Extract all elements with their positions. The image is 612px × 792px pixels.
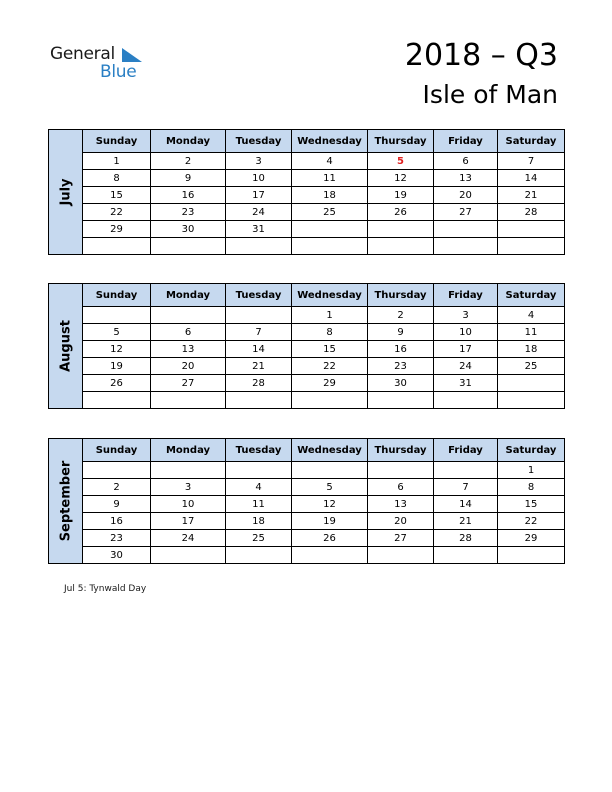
day-cell: 14 [434,496,498,513]
day-cell: 3 [434,307,498,324]
weekday-header: Tuesday [226,439,292,462]
day-cell: 2 [151,153,226,170]
empty-day-cell [498,392,565,409]
empty-day-cell [83,462,151,479]
weekday-header: Sunday [83,130,151,153]
day-cell: 8 [498,479,565,496]
day-cell: 25 [498,358,565,375]
week-row [49,392,565,409]
empty-day-cell [151,392,226,409]
day-cell: 28 [498,204,565,221]
day-cell: 8 [83,170,151,187]
weekday-header: Sunday [83,284,151,307]
week-row [49,307,565,324]
day-cell: 25 [226,530,292,547]
weekday-header: Tuesday [226,130,292,153]
weekday-header: Saturday [498,439,565,462]
day-cell: 12 [292,496,368,513]
empty-day-cell [498,238,565,255]
week-row [49,479,565,496]
day-cell: 31 [434,375,498,392]
empty-day-cell [151,307,226,324]
month-name: August [58,320,73,372]
day-cell: 12 [368,170,434,187]
day-cell: 19 [368,187,434,204]
day-cell: 6 [434,153,498,170]
week-row [49,221,565,238]
empty-day-cell [368,462,434,479]
weekday-header: Thursday [368,439,434,462]
generalblue-logo [50,44,150,84]
day-cell: 23 [151,204,226,221]
day-cell: 7 [226,324,292,341]
empty-day-cell [434,392,498,409]
day-cell: 1 [83,153,151,170]
logo-blue-text: Blue [100,62,137,82]
day-cell: 18 [498,341,565,358]
day-cell: 17 [434,341,498,358]
month-calendar-september [48,438,564,564]
day-cell: 10 [226,170,292,187]
day-cell: 9 [151,170,226,187]
week-row [49,358,565,375]
month-side-label [49,284,83,409]
day-cell: 22 [498,513,565,530]
day-cell: 26 [368,204,434,221]
empty-day-cell [368,238,434,255]
day-cell: 30 [151,221,226,238]
week-row [49,187,565,204]
empty-day-cell [83,307,151,324]
day-cell: 9 [83,496,151,513]
day-cell: 6 [368,479,434,496]
day-cell: 27 [368,530,434,547]
day-cell: 30 [83,547,151,564]
empty-day-cell [368,221,434,238]
day-cell: 15 [83,187,151,204]
empty-day-cell [498,547,565,564]
weekday-header: Friday [434,439,498,462]
weekday-header: Friday [434,284,498,307]
day-cell: 26 [292,530,368,547]
day-cell: 3 [151,479,226,496]
empty-day-cell [292,462,368,479]
weekday-header: Monday [151,284,226,307]
week-row [49,170,565,187]
day-cell: 2 [368,307,434,324]
day-cell: 11 [226,496,292,513]
week-row [49,153,565,170]
empty-day-cell [368,547,434,564]
empty-day-cell [83,392,151,409]
weekday-header-row [49,130,565,153]
empty-day-cell [292,547,368,564]
empty-day-cell [226,462,292,479]
day-cell: 26 [83,375,151,392]
day-cell: 23 [83,530,151,547]
day-cell: 17 [151,513,226,530]
empty-day-cell [226,307,292,324]
holiday-note: Jul 5: Tynwald Day [64,584,147,594]
month-name: September [58,460,73,542]
page-title: 2018 – Q3 [404,38,558,73]
day-cell: 27 [434,204,498,221]
day-cell: 10 [434,324,498,341]
week-row [49,462,565,479]
day-cell: 1 [292,307,368,324]
week-row [49,341,565,358]
day-cell: 17 [226,187,292,204]
day-cell: 15 [292,341,368,358]
day-cell: 29 [83,221,151,238]
day-cell: 16 [83,513,151,530]
day-cell: 13 [434,170,498,187]
empty-day-cell [226,547,292,564]
day-cell: 9 [368,324,434,341]
weekday-header: Sunday [83,439,151,462]
day-cell: 5 [368,153,434,170]
month-name: July [58,178,73,206]
weekday-header: Friday [434,130,498,153]
day-cell: 13 [368,496,434,513]
empty-day-cell [226,392,292,409]
month-side-label [49,130,83,255]
month-side-label [49,439,83,564]
weekday-header: Monday [151,439,226,462]
day-cell: 21 [434,513,498,530]
logo-general-text: General [50,44,115,64]
day-cell: 20 [368,513,434,530]
day-cell: 29 [292,375,368,392]
day-cell: 7 [498,153,565,170]
empty-day-cell [434,547,498,564]
weekday-header: Thursday [368,130,434,153]
week-row [49,530,565,547]
day-cell: 18 [226,513,292,530]
day-cell: 5 [83,324,151,341]
week-row [49,513,565,530]
week-row [49,204,565,221]
week-row [49,496,565,513]
day-cell: 6 [151,324,226,341]
weekday-header: Monday [151,130,226,153]
day-cell: 11 [292,170,368,187]
month-calendar-august [48,283,564,409]
empty-day-cell [498,221,565,238]
empty-day-cell [434,221,498,238]
day-cell: 21 [498,187,565,204]
weekday-header: Wednesday [292,284,368,307]
day-cell: 11 [498,324,565,341]
day-cell: 4 [292,153,368,170]
empty-day-cell [434,238,498,255]
empty-day-cell [292,392,368,409]
month-table [48,438,565,564]
week-row [49,238,565,255]
day-cell: 30 [368,375,434,392]
day-cell: 7 [434,479,498,496]
day-cell: 16 [151,187,226,204]
weekday-header-row [49,284,565,307]
day-cell: 20 [151,358,226,375]
day-cell: 4 [226,479,292,496]
empty-day-cell [498,375,565,392]
day-cell: 14 [498,170,565,187]
week-row [49,375,565,392]
weekday-header-row [49,439,565,462]
day-cell: 20 [434,187,498,204]
empty-day-cell [292,238,368,255]
day-cell: 21 [226,358,292,375]
day-cell: 2 [83,479,151,496]
month-calendar-july [48,129,564,255]
day-cell: 14 [226,341,292,358]
day-cell: 31 [226,221,292,238]
weekday-header: Saturday [498,284,565,307]
day-cell: 24 [226,204,292,221]
day-cell: 19 [292,513,368,530]
day-cell: 8 [292,324,368,341]
weekday-header: Thursday [368,284,434,307]
day-cell: 28 [434,530,498,547]
month-table [48,283,565,409]
day-cell: 1 [498,462,565,479]
country-subtitle: Isle of Man [422,80,558,109]
month-table [48,129,565,255]
day-cell: 3 [226,153,292,170]
day-cell: 22 [292,358,368,375]
day-cell: 5 [292,479,368,496]
day-cell: 29 [498,530,565,547]
day-cell: 19 [83,358,151,375]
day-cell: 23 [368,358,434,375]
weekday-header: Wednesday [292,439,368,462]
day-cell: 24 [434,358,498,375]
day-cell: 4 [498,307,565,324]
empty-day-cell [151,238,226,255]
day-cell: 15 [498,496,565,513]
weekday-header: Tuesday [226,284,292,307]
weekday-header: Wednesday [292,130,368,153]
day-cell: 18 [292,187,368,204]
day-cell: 10 [151,496,226,513]
week-row [49,547,565,564]
empty-day-cell [151,462,226,479]
day-cell: 24 [151,530,226,547]
empty-day-cell [434,462,498,479]
empty-day-cell [226,238,292,255]
day-cell: 22 [83,204,151,221]
day-cell: 16 [368,341,434,358]
empty-day-cell [368,392,434,409]
empty-day-cell [151,547,226,564]
day-cell: 12 [83,341,151,358]
weekday-header: Saturday [498,130,565,153]
day-cell: 27 [151,375,226,392]
empty-day-cell [83,238,151,255]
week-row [49,324,565,341]
empty-day-cell [292,221,368,238]
day-cell: 25 [292,204,368,221]
day-cell: 13 [151,341,226,358]
day-cell: 28 [226,375,292,392]
